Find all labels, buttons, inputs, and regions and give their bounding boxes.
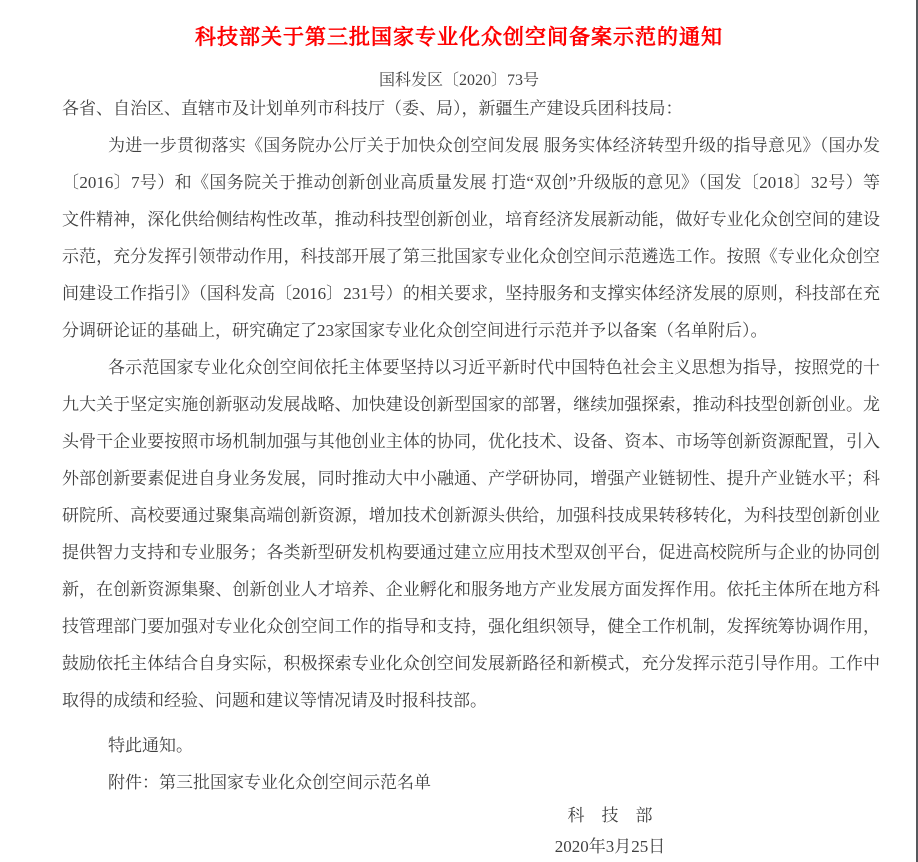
- signature-block: [545, 801, 675, 862]
- closing-phrase: 特此通知。: [108, 736, 193, 755]
- document-body: [0, 90, 918, 862]
- document-title: 科技部关于第三批国家专业化众创空间备案示范的通知: [195, 25, 723, 49]
- attachment-line: 附件：第三批国家专业化众创空间示范名单: [108, 773, 431, 792]
- body-paragraph-2: 各示范国家专业化众创空间依托主体要坚持以习近平新时代中国特色社会主义思想为指导，按照党的十九大关于坚定实施创新驱动发展战略、加快建设创新型国家的部署，继续加强探索，推动科技型创新创业。龙头骨干企业要按照市场机制加强与其他创业主体的协同，优化技术、设备、资本、市场等创新资源配置，引入外部创新要素促进自身业务发展，同时推动大中小融通、产学研协同，增强产业链韧性、提升产业链水平；科研院所、高校要通过聚集高端创新资源，增加技术创新源头供给，加强科技成果转移转化，为科技型创新创业提供智力支持和专业服务；各类新型研发机构要通过建立应用技术型双创平台，促进高校院所与企业的协同创新，在创新资源集聚、创新创业人才培养、企业孵化和服务地方产业发展方面发挥作用。依托主体所在地方科技管理部门要加强对专业化众创空间工作的指导和支持，强化组织领导，健全工作机制，发挥统筹协调作用，鼓励依托主体结合自身实际，积极探索专业化众创空间发展新路径和新模式，充分发挥示范引导作用。工作中取得的成绩和经验、问题和建议等情况请及时报科技部。: [62, 358, 880, 710]
- signer-name: 科 技 部: [567, 806, 653, 825]
- document-number: 国科发区〔2020〕73号: [378, 72, 539, 89]
- body-paragraph-1: 为进一步贯彻落实《国务院办公厅关于加快众创空间发展 服务实体经济转型升级的指导意见》（国办发〔2016〕7号）和《国务院关于推动创新创业高质量发展 打造“双创”升级版的意见》（国发〔2018〕32号）等文件精神，深化供给侧结构性改革，推动科技型创新创业，培育经济发展新动能，做好专业化众创空间的建设示范，充分发挥引领带动作用，科技部开展了第三批国家专业化众创空间示范遴选工作。按照《专业化众创空间建设工作指引》（国科发高〔2016〕231号）的相关要求，坚持服务和支撑实体经济发展的原则，科技部在充分调研论证的基础上，研究确定了23家国家专业化众创空间进行示范并予以备案（名单附后）。: [62, 136, 880, 340]
- signature-date: 2020年3月25日: [554, 837, 666, 856]
- salutation-line: 各省、自治区、直辖市及计划单列市科技厅（委、局），新疆生产建设兵团科技局：: [62, 99, 683, 118]
